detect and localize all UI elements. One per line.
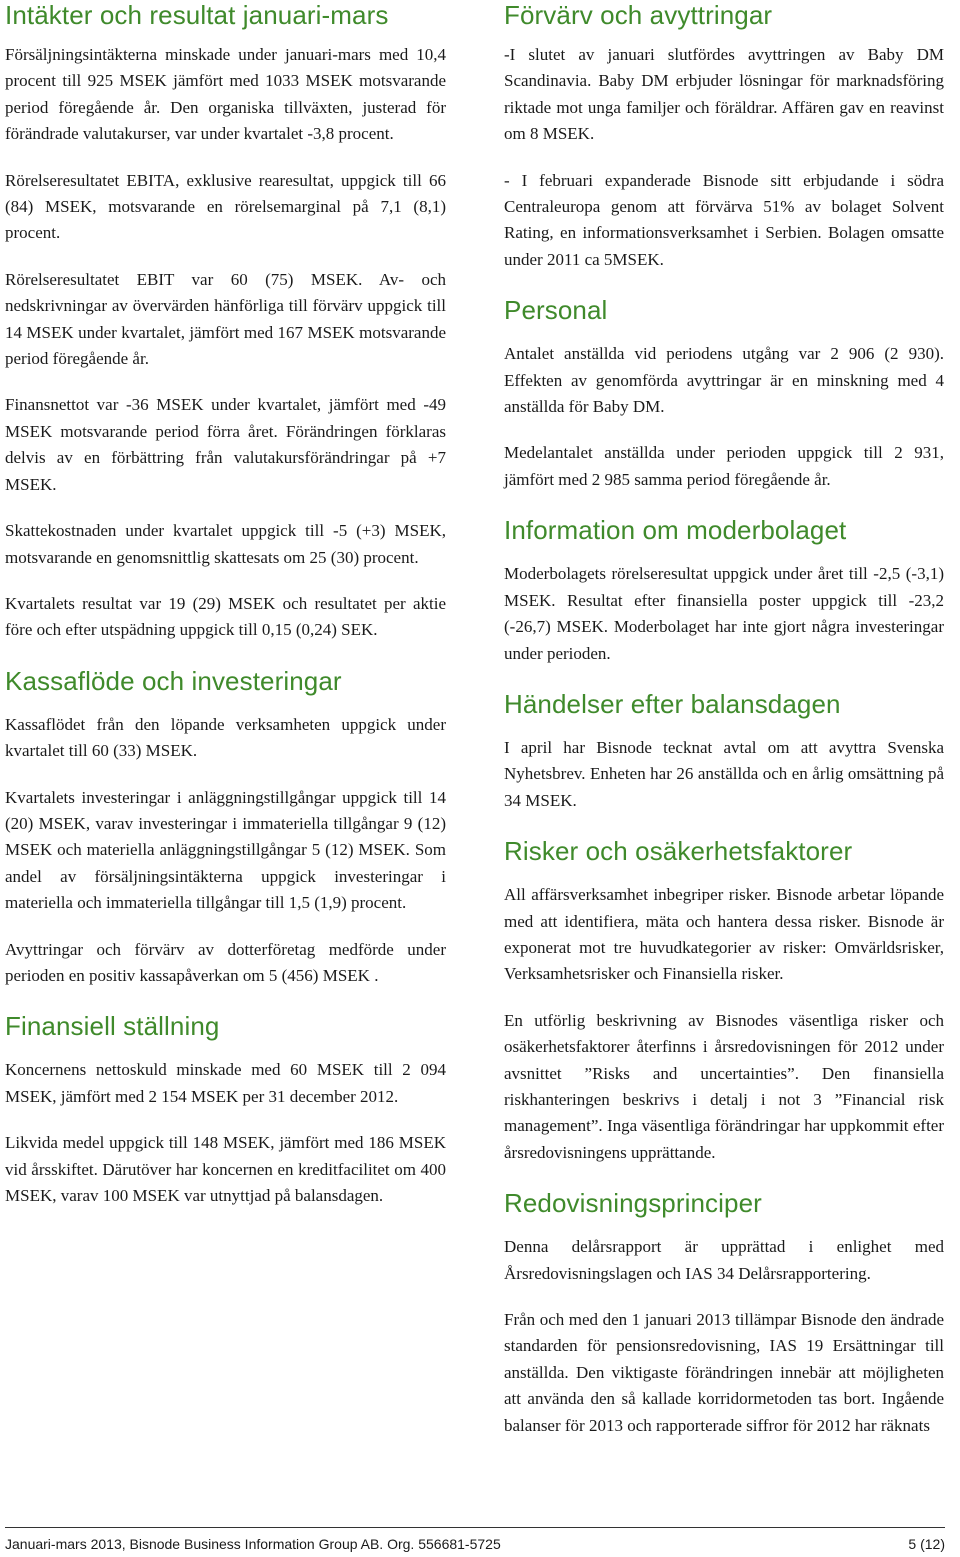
paragraph: Denna delårsrapport är upprättad i enlighet med Årsredovisningslagen och IAS 34 Delårsrapportering. — [504, 1237, 944, 1283]
paragraph: I april har Bisnode tecknat avtal om att avyttra Svenska Nyhetsbrev. Enheten har 26 anställda och en årlig omsättning på 34 MSEK. — [504, 737, 944, 810]
paragraph: Antalet anställda vid periodens utgång var 2 906 (2 930). Effekten av genomförda avyttringar är en minskning med 4 anställda för Baby DM. — [504, 344, 944, 417]
paragraph: Moderbolagets rörelseresultat uppgick under året till -2,5 (-3,1) MSEK. Resultat efter finansiella poster uppgick till -23,2 (-26,7) MSEK. Moderbolaget har inte gjort några investeringar under perioden. — [504, 564, 944, 663]
page-footer — [5, 1527, 945, 1552]
section-title-revenue-results: Intäkter och resultat januari-mars — [5, 0, 389, 30]
paragraph: Likvida medel uppgick till 148 MSEK, jämfört med 186 MSEK vid årsskiftet. Därutöver har koncernen en kreditfacilitet om 400 MSEK, varav 100 MSEK var utnyttjad på balansdagen. — [5, 1133, 446, 1205]
section-title-acquisitions: Förvärv och avyttringar — [504, 0, 773, 30]
paragraph: Kvartalets investeringar i anläggningstillgångar uppgick till 14 (20) MSEK, varav investeringar i immateriella tillgångar 9 (12) MSEK och materiella anläggningstillgångar 5 (12) MSEK. Som andel av försäljningsintäkterna uppgick investeringar i materiella och immateriella tillgångar till 1,5 (1,9) procent. — [5, 787, 446, 913]
section-title-personnel: Personal — [504, 295, 608, 326]
paragraph: Koncernens nettoskuld minskade med 60 MSEK till 2 094 MSEK, jämfört med 2 154 MSEK per 31 december 2012. — [5, 1060, 446, 1106]
paragraph: Kassaflödet från den löpande verksamheten uppgick under kvartalet till 60 (33) MSEK. — [5, 714, 446, 761]
paragraph: Från och med den 1 januari 2013 tillämpar Bisnode den ändrade standarden för pensionsredovisning, IAS 19 Ersättningar till anställda. Den viktigaste förändringen innebär att möjligheten att använda den så kallade korridormetoden tas bort. Ingående balanser för 2013 och rapporterade siffror för 2012 har räknats — [504, 1310, 944, 1435]
left-column — [5, 0, 446, 1209]
paragraph: Medelantalet anställda under perioden uppgick till 2 931, jämfört med 2 985 samma period föregående år. — [504, 443, 944, 489]
paragraph: Skattekostnaden under kvartalet uppgick till -5 (+3) MSEK, motsvarande en genomsnittlig skattesats om 25 (30) procent. — [5, 521, 446, 567]
paragraph: Försäljningsintäkterna minskade under januari-mars med 10,4 procent till 925 MSEK jämfört med 1033 MSEK motsvarande period föregående år. Den organiska tillväxten, justerad för förändrade valutakurser, var under kvartalet -3,8 procent. — [5, 45, 446, 144]
paragraph: Kvartalets resultat var 19 (29) MSEK och resultatet per aktie före och efter utspädning uppgick till 0,15 (0,24) SEK. — [5, 593, 446, 640]
paragraph: En utförlig beskrivning av Bisnodes väsentliga risker och osäkerhetsfaktorer återfinns i årsredovisningen för 2012 under avsnittet ”Risks and uncertainties”. Den finansiella riskhanteringen beskrivs i detalj i not 3 ”Financial risk management”. Inga väsentliga förändringar har uppkommit efter årsredovisningens upprättande. — [504, 1010, 944, 1162]
section-title-financial-position: Finansiell ställning — [5, 1011, 220, 1042]
paragraph: Rörelseresultatet EBIT var 60 (75) MSEK. Av- och nedskrivningar av övervärden hänförliga till förvärv uppgick till 14 MSEK under kvartalet, jämfört med 167 MSEK motsvarande period föregående år. — [5, 269, 446, 369]
section-title-subsequent-events: Händelser efter balansdagen — [504, 688, 841, 719]
right-column — [504, 0, 944, 1439]
footer-page-number: 5 (12) — [908, 1536, 945, 1552]
section-title-parent-company: Information om moderbolaget — [504, 515, 847, 546]
paragraph: Finansnettot var -36 MSEK under kvartalet, jämfört med -49 MSEK motsvarande period förra året. Förändringen förklaras delvis av en förbättring från valutakursförändringar på +7 MSEK. — [5, 395, 446, 494]
paragraph: All affärsverksamhet inbegriper risker. Bisnode arbetar löpande med att identifiera, mäta och hantera dessa risker. Bisnode är exponerat mot tre huvudkategorier av risker: Omvärldsrisker, Verksamhetsrisker och Finansiella risker. — [504, 885, 944, 984]
section-title-risks: Risker och osäkerhetsfaktorer — [504, 836, 853, 867]
section-title-cashflow: Kassaflöde och investeringar — [5, 665, 342, 696]
paragraph: - I februari expanderade Bisnode sitt erbjudande i södra Centraleuropa genom att förvärva 51% av bolaget Solvent Rating, en informationsverksamhet i Serbien. Bolagen omsatte under 2011 ca 5MSEK. — [504, 170, 944, 269]
paragraph: -I slutet av januari slutfördes avyttringen av Baby DM Scandinavia. Baby DM erbjuder lösningar för marknadsföring riktade mot unga familjer och föräldrar. Affären gav en reavinst om 8 MSEK. — [504, 45, 944, 144]
paragraph: Rörelseresultatet EBITA, exklusive rearesultat, uppgick till 66 (84) MSEK, motsvarande en rörelsemarginal på 7,1 (8,1) procent. — [5, 170, 446, 243]
footer-company-info: Januari-mars 2013, Bisnode Business Information Group AB. Org. 556681-5725 — [5, 1536, 501, 1552]
paragraph: Avyttringar och förvärv av dotterföretag medförde under perioden en positiv kassapåverkan om 5 (456) MSEK . — [5, 939, 446, 985]
section-title-accounting-principles: Redovisningsprinciper — [504, 1188, 762, 1219]
